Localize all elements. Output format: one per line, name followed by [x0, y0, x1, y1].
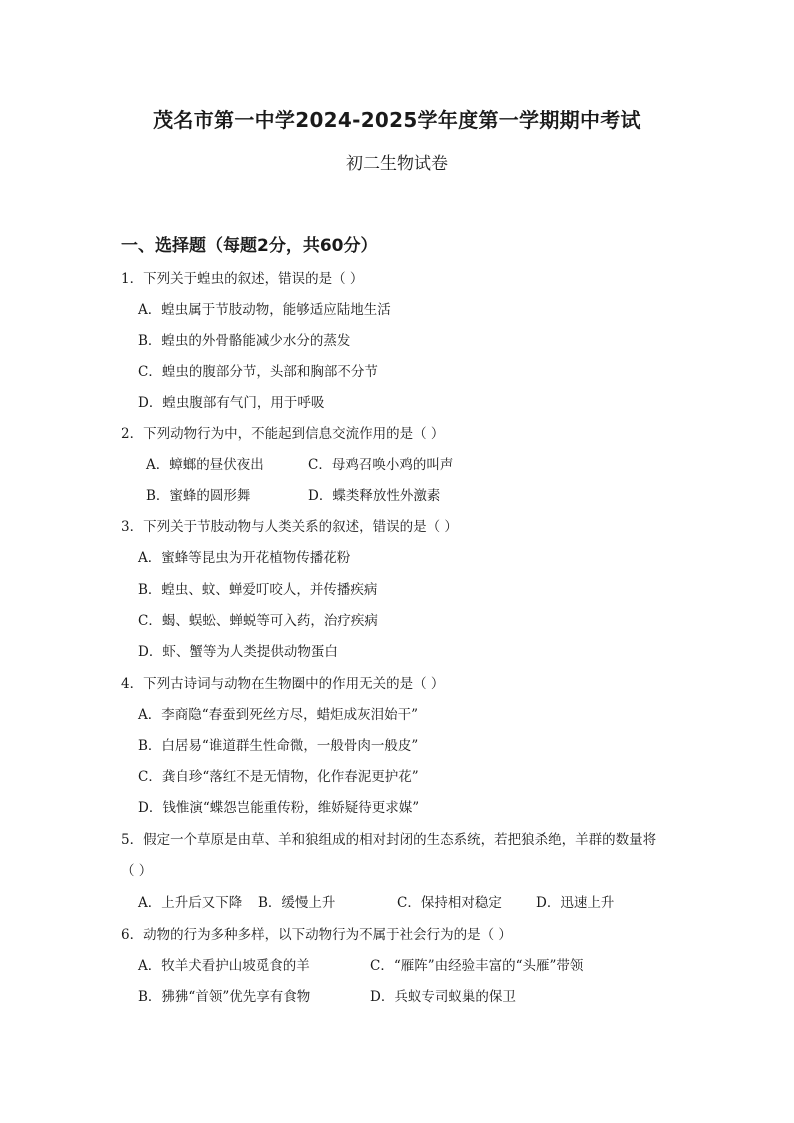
question-5-stem-continuation: （ ）	[121, 863, 153, 879]
question-4-option-a: A．李商隐“春蚕到死丝方尽，蜡炬成灰泪始干”	[138, 707, 419, 723]
question-6-option-b: B．狒狒“首领”优先享有食物	[138, 989, 311, 1005]
question-5-option-c: C．保持相对稳定	[397, 895, 502, 911]
question-6-option-d: D．兵蚁专司蚁巢的保卫	[370, 989, 516, 1005]
question-3-option-c: C．蝎、蜈蚣、蝉蜕等可入药，治疗疾病	[138, 613, 378, 629]
question-1-option-a: A．蝗虫属于节肢动物，能够适应陆地生活	[138, 302, 391, 318]
question-1-option-d: D．蝗虫腹部有气门，用于呼吸	[138, 395, 325, 411]
question-2-stem: 2．下列动物行为中，不能起到信息交流作用的是（ ）	[121, 426, 445, 442]
question-3-stem: 3．下列关于节肢动物与人类关系的叙述，错误的是（ ）	[121, 519, 458, 535]
question-6-option-a: A．牧羊犬看护山坡觅食的羊	[138, 958, 310, 974]
question-3-option-b: B．蝗虫、蚊、蝉爱叮咬人，并传播疾病	[138, 582, 378, 598]
question-2-option-d: D．蝶类释放性外激素	[308, 488, 441, 504]
question-4-option-c: C．龚自珍“落红不是无情物，化作春泥更护花”	[138, 769, 419, 785]
question-6-option-c: C．“雁阵”由经验丰富的“头雁”带领	[370, 958, 584, 974]
question-1-stem: 1．下列关于蝗虫的叙述，错误的是（ ）	[121, 271, 364, 287]
question-4-stem: 4．下列古诗词与动物在生物圈中的作用无关的是（ ）	[121, 676, 445, 692]
question-2-option-a: A．蟑螂的昼伏夜出	[146, 457, 264, 473]
question-6-stem: 6．动物的行为多种多样，以下动物行为不属于社会行为的是（ ）	[121, 927, 512, 943]
question-4-option-d: D．钱惟演“蝶怨岂能重传粉，维娇疑待更求媒”	[138, 800, 420, 816]
question-5-option-d: D．迅速上升	[536, 895, 615, 911]
question-2-option-c: C．母鸡召唤小鸡的叫声	[308, 457, 454, 473]
exam-title: 茂名市第一中学2024-2025学年度第一学期期中考试	[153, 108, 641, 132]
question-3-option-a: A．蜜蜂等昆虫为开花植物传播花粉	[138, 550, 351, 566]
question-5-stem: 5．假定一个草原是由草、羊和狼组成的相对封闭的生态系统，若把狼杀绝，羊群的数量将	[121, 832, 657, 848]
question-1-option-b: B．蝗虫的外骨骼能减少水分的蒸发	[138, 333, 351, 349]
question-5-option-a: A．上升后又下降	[138, 895, 243, 911]
question-1-option-c: C．蝗虫的腹部分节，头部和胸部不分节	[138, 364, 378, 380]
question-3-option-d: D．虾、蟹等为人类提供动物蛋白	[138, 644, 338, 660]
section-heading: 一、选择题（每题2分，共60分）	[121, 236, 378, 256]
question-5-option-b: B．缓慢上升	[258, 895, 336, 911]
question-4-option-b: B．白居易“谁道群生性命微，一般骨肉一般皮”	[138, 738, 419, 754]
question-2-option-b: B．蜜蜂的圆形舞	[146, 488, 251, 504]
exam-subtitle: 初二生物试卷	[346, 154, 448, 174]
